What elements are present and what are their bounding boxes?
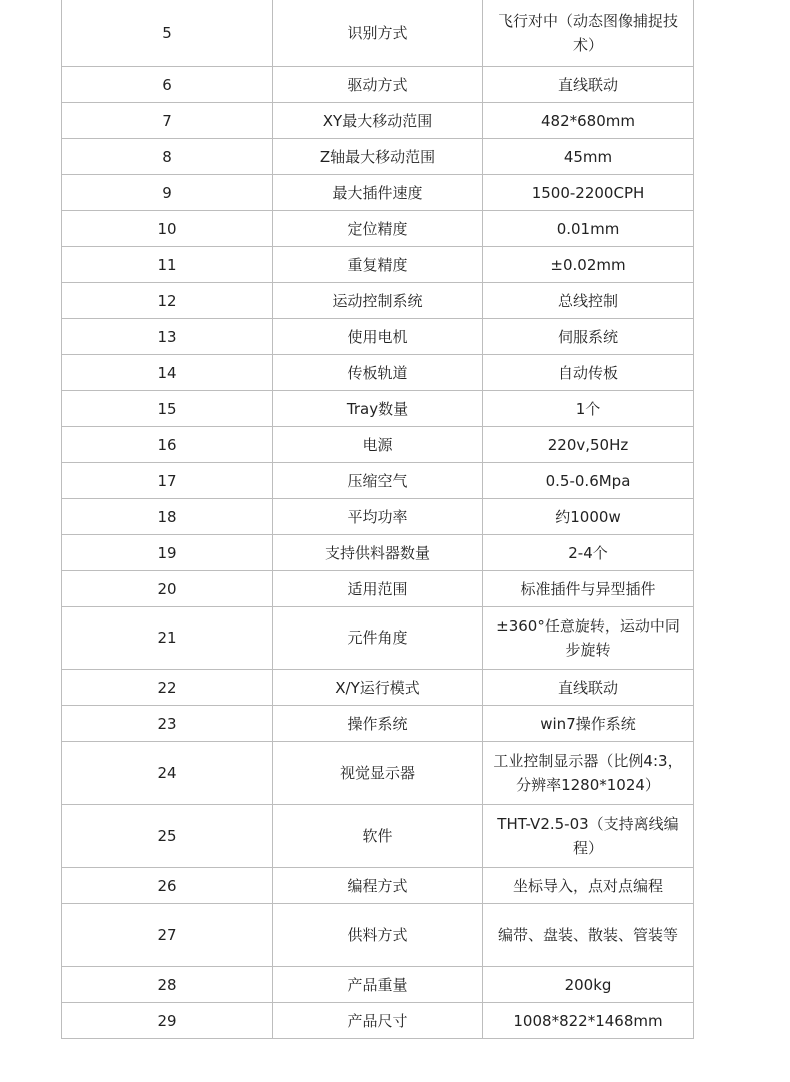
table-row <box>62 0 694 67</box>
spec-value-cell: 482*680mm <box>483 103 694 139</box>
row-number-cell: 17 <box>62 463 273 499</box>
spec-item-cell: 视觉显示器 <box>273 742 483 805</box>
spec-item-cell: Tray数量 <box>273 391 483 427</box>
spec-item-cell: XY最大移动范围 <box>273 103 483 139</box>
spec-item-cell: 操作系统 <box>273 706 483 742</box>
row-number-cell: 21 <box>62 607 273 670</box>
table-row <box>62 607 694 670</box>
table-row <box>62 742 694 805</box>
spec-item-cell: 编程方式 <box>273 868 483 904</box>
row-number-cell: 20 <box>62 571 273 607</box>
table-row <box>62 211 694 247</box>
table-row <box>62 1003 694 1039</box>
spec-item-cell: 识别方式 <box>273 0 483 67</box>
row-number-cell: 12 <box>62 283 273 319</box>
spec-value-cell: 45mm <box>483 139 694 175</box>
table-row <box>62 499 694 535</box>
row-number-cell: 29 <box>62 1003 273 1039</box>
spec-value-cell: 0.01mm <box>483 211 694 247</box>
spec-value-cell: win7操作系统 <box>483 706 694 742</box>
spec-value-cell: 约1000w <box>483 499 694 535</box>
spec-value-cell: 直线联动 <box>483 67 694 103</box>
table-row <box>62 967 694 1003</box>
row-number-cell: 10 <box>62 211 273 247</box>
spec-value-cell: ±360°任意旋转，运动中同步旋转 <box>483 607 694 670</box>
spec-value-cell: 0.5-0.6Mpa <box>483 463 694 499</box>
table-row <box>62 175 694 211</box>
row-number-cell: 11 <box>62 247 273 283</box>
spec-item-cell: 定位精度 <box>273 211 483 247</box>
row-number-cell: 6 <box>62 67 273 103</box>
spec-value-cell: 1500-2200CPH <box>483 175 694 211</box>
table-row <box>62 463 694 499</box>
table-row <box>62 670 694 706</box>
spec-value-cell: 1个 <box>483 391 694 427</box>
row-number-cell: 27 <box>62 904 273 967</box>
row-number-cell: 24 <box>62 742 273 805</box>
spec-item-cell: 运动控制系统 <box>273 283 483 319</box>
spec-value-cell: THT-V2.5-03（支持离线编程） <box>483 805 694 868</box>
spec-value-cell: 200kg <box>483 967 694 1003</box>
table-row <box>62 706 694 742</box>
spec-item-cell: 压缩空气 <box>273 463 483 499</box>
row-number-cell: 25 <box>62 805 273 868</box>
spec-item-cell: 支持供料器数量 <box>273 535 483 571</box>
spec-value-cell: 伺服系统 <box>483 319 694 355</box>
table-row <box>62 535 694 571</box>
row-number-cell: 28 <box>62 967 273 1003</box>
spec-value-cell: 坐标导入，点对点编程 <box>483 868 694 904</box>
spec-item-cell: 传板轨道 <box>273 355 483 391</box>
row-number-cell: 9 <box>62 175 273 211</box>
row-number-cell: 22 <box>62 670 273 706</box>
row-number-cell: 16 <box>62 427 273 463</box>
spec-item-cell: 电源 <box>273 427 483 463</box>
spec-value-cell: 工业控制显示器（比例4:3，分辨率1280*1024） <box>483 742 694 805</box>
spec-item-cell: 元件角度 <box>273 607 483 670</box>
table-row <box>62 103 694 139</box>
table-row <box>62 67 694 103</box>
spec-item-cell: 适用范围 <box>273 571 483 607</box>
spec-value-cell: 标准插件与异型插件 <box>483 571 694 607</box>
spec-item-cell: 供料方式 <box>273 904 483 967</box>
spec-item-cell: X/Y运行模式 <box>273 670 483 706</box>
spec-value-cell: 总线控制 <box>483 283 694 319</box>
row-number-cell: 7 <box>62 103 273 139</box>
table-row <box>62 247 694 283</box>
row-number-cell: 26 <box>62 868 273 904</box>
spec-value-cell: ±0.02mm <box>483 247 694 283</box>
spec-value-cell: 自动传板 <box>483 355 694 391</box>
table-row <box>62 868 694 904</box>
table-row <box>62 139 694 175</box>
spec-item-cell: 驱动方式 <box>273 67 483 103</box>
table-row <box>62 319 694 355</box>
table-row <box>62 571 694 607</box>
table-row <box>62 427 694 463</box>
row-number-cell: 18 <box>62 499 273 535</box>
spec-value-cell: 直线联动 <box>483 670 694 706</box>
row-number-cell: 23 <box>62 706 273 742</box>
spec-value-cell: 编带、盘装、散装、管装等 <box>483 904 694 967</box>
table-row <box>62 355 694 391</box>
row-number-cell: 5 <box>62 0 273 67</box>
spec-item-cell: 产品尺寸 <box>273 1003 483 1039</box>
spec-value-cell: 220v,50Hz <box>483 427 694 463</box>
spec-item-cell: 软件 <box>273 805 483 868</box>
table-row <box>62 283 694 319</box>
table-row <box>62 391 694 427</box>
row-number-cell: 13 <box>62 319 273 355</box>
spec-item-cell: 最大插件速度 <box>273 175 483 211</box>
spec-item-cell: 重复精度 <box>273 247 483 283</box>
row-number-cell: 14 <box>62 355 273 391</box>
spec-value-cell: 飞行对中（动态图像捕捉技术） <box>483 0 694 67</box>
spec-item-cell: 使用电机 <box>273 319 483 355</box>
row-number-cell: 8 <box>62 139 273 175</box>
spec-item-cell: 平均功率 <box>273 499 483 535</box>
spec-value-cell: 2-4个 <box>483 535 694 571</box>
spec-table-body <box>62 0 694 1039</box>
spec-value-cell: 1008*822*1468mm <box>483 1003 694 1039</box>
spec-table <box>61 0 694 1039</box>
row-number-cell: 19 <box>62 535 273 571</box>
spec-item-cell: Z轴最大移动范围 <box>273 139 483 175</box>
table-row <box>62 805 694 868</box>
row-number-cell: 15 <box>62 391 273 427</box>
table-row <box>62 904 694 967</box>
spec-item-cell: 产品重量 <box>273 967 483 1003</box>
